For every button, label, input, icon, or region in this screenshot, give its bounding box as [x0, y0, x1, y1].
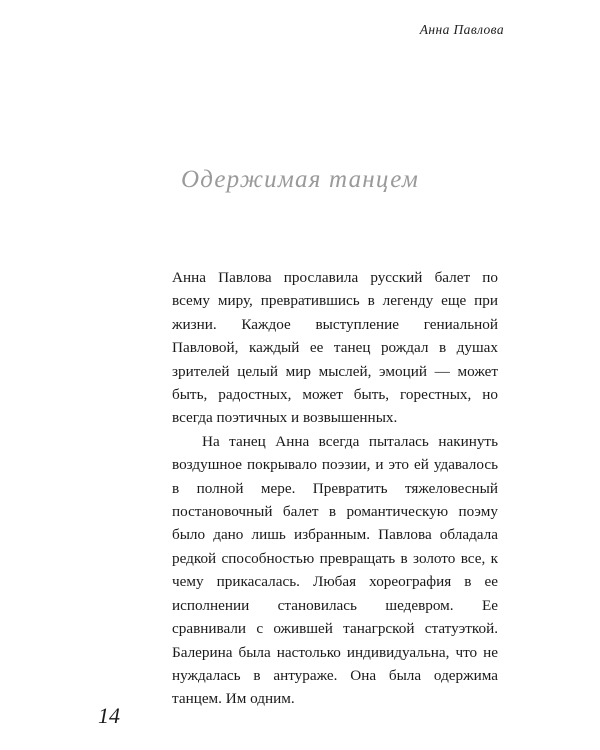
- running-head: Анна Павлова: [419, 22, 504, 37]
- body-text: [172, 266, 498, 711]
- chapter-title: Одержимая танцем: [180, 166, 420, 193]
- page-number: 14: [98, 703, 120, 728]
- paragraph: На танец Анна всегда пыталась накинуть воздушное покрывало поэзии, и это ей удавалось в полной мере. Превратить тяжеловесный постановочный балет в романтическую поэму было дано лишь избранным. Павлова обладала редкой способностью превращать в золото все, к чему прикасалась. Любая хореография в ее исполнении становилась шедевром. Ее сравнивали с ожившей танагрской статуэткой. Балерина была настолько индивидуальна, что не нуждалась в антураже. Она была одержима танцем. Им одним.: [172, 432, 498, 708]
- paragraph: Анна Павлова прославила русский балет по всему миру, превратившись в легенду еще при жизни. Каждое выступление гениальной Павловой, каждый ее танец рождал в душах зрителей целый мир мыслей, эмоций — может быть, радостных, может быть, горестных, но всегда поэтичных и возвышенных.: [172, 269, 498, 427]
